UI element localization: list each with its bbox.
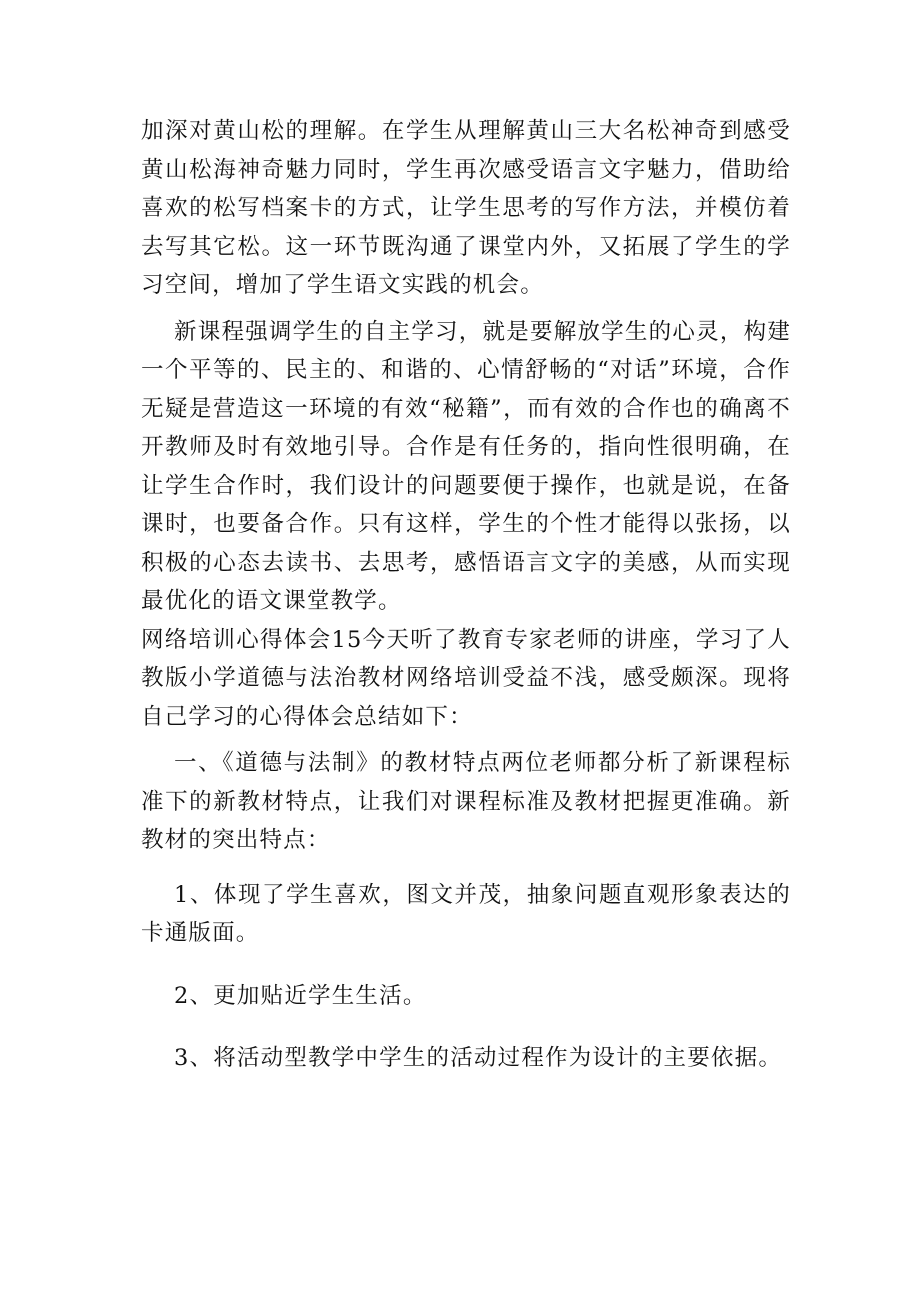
list-item-feature-2: 2、更加贴近学生生活。 xyxy=(174,982,427,1009)
paragraph-cooperative-learning: 新课程强调学生的自主学习，就是要解放学生的心灵，构建一个平等的、民主的、和谐的、心情舒畅的“对话”环境，合作无疑是营造这一环境的有效“秘籍”，而有效的合作也的确离不开教师及时有效地引导。合作是有任务的，指向性很明确，在让学生合作时，我们设计的问题要便于操作，也就是说，在备课时，也要备合作。只有这样，学生的个性才能得以张扬，以积极的心态去读书、去思考，感悟语言文字的美感，从而实现最优化的语文课堂教学。 xyxy=(141,318,791,614)
list-item-feature-1: 1、体现了学生喜欢，图文并茂，抽象问题直观形象表达的卡通版面。 xyxy=(141,881,791,946)
list-item-feature-3: 3、将活动型教学中学生的活动过程作为设计的主要依据。 xyxy=(174,1045,783,1071)
paragraph-training-intro: 网络培训心得体会15今天听了教育专家老师的讲座，学习了人教版小学道德与法治教材网络培训受益不浅，感受颇深。现将自己学习的心得体会总结如下： xyxy=(141,626,791,730)
document-body xyxy=(141,112,791,1078)
paragraph-continuation: 加深对黄山松的理解。在学生从理解黄山三大名松神奇到感受黄山松海神奇魅力同时，学生再次感受语言文字魅力，借助给喜欢的松写档案卡的方式，让学生思考的写作方法，并模仿着去写其它松。这一环节既沟通了课堂内外，又拓展了学生的学习空间，增加了学生语文实践的机会。 xyxy=(141,118,791,298)
paragraph-textbook-features: 一、《道德与法制》的教材特点两位老师都分析了新课程标准下的新教材特点，让我们对课程标准及教材把握更准确。新教材的突出特点： xyxy=(141,750,791,853)
